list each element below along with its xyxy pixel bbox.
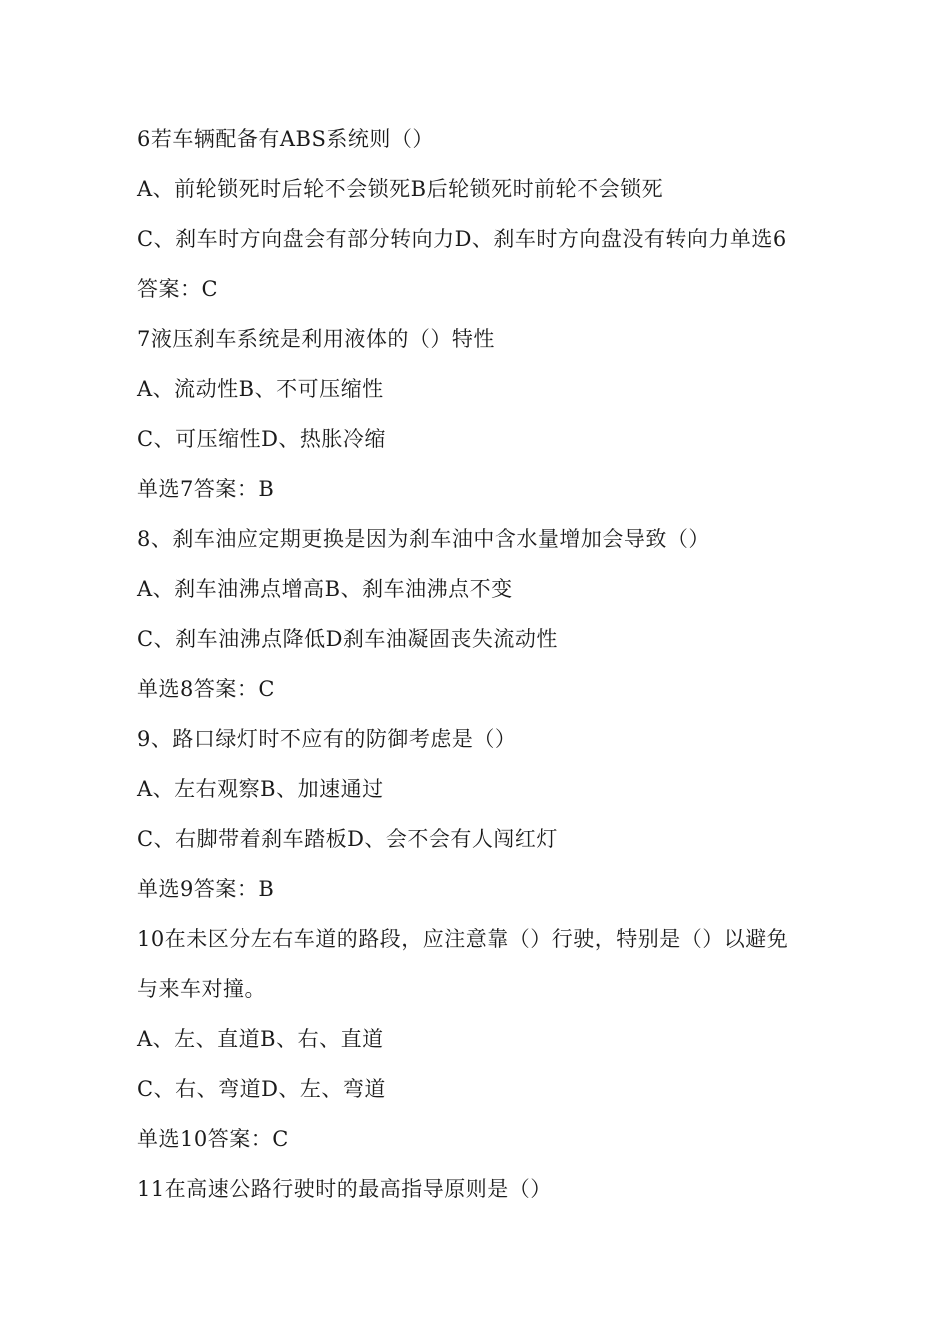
question-7-stem: 7液压刹车系统是利用液体的（）特性 <box>137 327 495 351</box>
question-9-stem: 9、路口绿灯时不应有的防御考虑是（） <box>137 727 517 751</box>
question-6-options-cd: C、刹车时方向盘会有部分转向力D、刹车时方向盘没有转向力单选6 <box>137 227 787 251</box>
question-6-stem: 6若车辆配备有ABS系统则（） <box>137 127 434 151</box>
question-8-stem: 8、刹车油应定期更换是因为刹车油中含水量增加会导致（） <box>137 527 710 551</box>
question-10-stem-continued: 与来车对撞。 <box>137 977 266 1001</box>
question-8-options-cd: C、刹车油沸点降低D刹车油凝固丧失流动性 <box>137 627 558 651</box>
question-10-stem: 10在未区分左右车道的路段，应注意靠（）行驶，特别是（）以避免 <box>137 927 789 951</box>
question-10-options-cd: C、右、弯道D、左、弯道 <box>137 1077 386 1101</box>
question-6-options-ab: A、前轮锁死时后轮不会锁死B后轮锁死时前轮不会锁死 <box>137 177 664 201</box>
question-9-options-cd: C、右脚带着刹车踏板D、会不会有人闯红灯 <box>137 827 558 851</box>
question-9-answer: 单选9答案：B <box>137 877 275 901</box>
question-7-options-ab: A、流动性B、不可压缩性 <box>137 377 384 401</box>
question-9-options-ab: A、左右观察B、加速通过 <box>137 777 384 801</box>
document-body <box>137 114 827 1214</box>
question-11-stem: 11在高速公路行驶时的最高指导原则是（） <box>137 1177 552 1201</box>
question-7-answer: 单选7答案：B <box>137 477 275 501</box>
question-10-options-ab: A、左、直道B、右、直道 <box>137 1027 384 1051</box>
question-6-answer: 答案：C <box>137 277 219 301</box>
question-10-answer: 单选10答案：C <box>137 1127 289 1151</box>
question-7-options-cd: C、可压缩性D、热胀冷缩 <box>137 427 386 451</box>
question-8-answer: 单选8答案：C <box>137 677 275 701</box>
question-8-options-ab: A、刹车油沸点增高B、刹车油沸点不变 <box>137 577 513 601</box>
